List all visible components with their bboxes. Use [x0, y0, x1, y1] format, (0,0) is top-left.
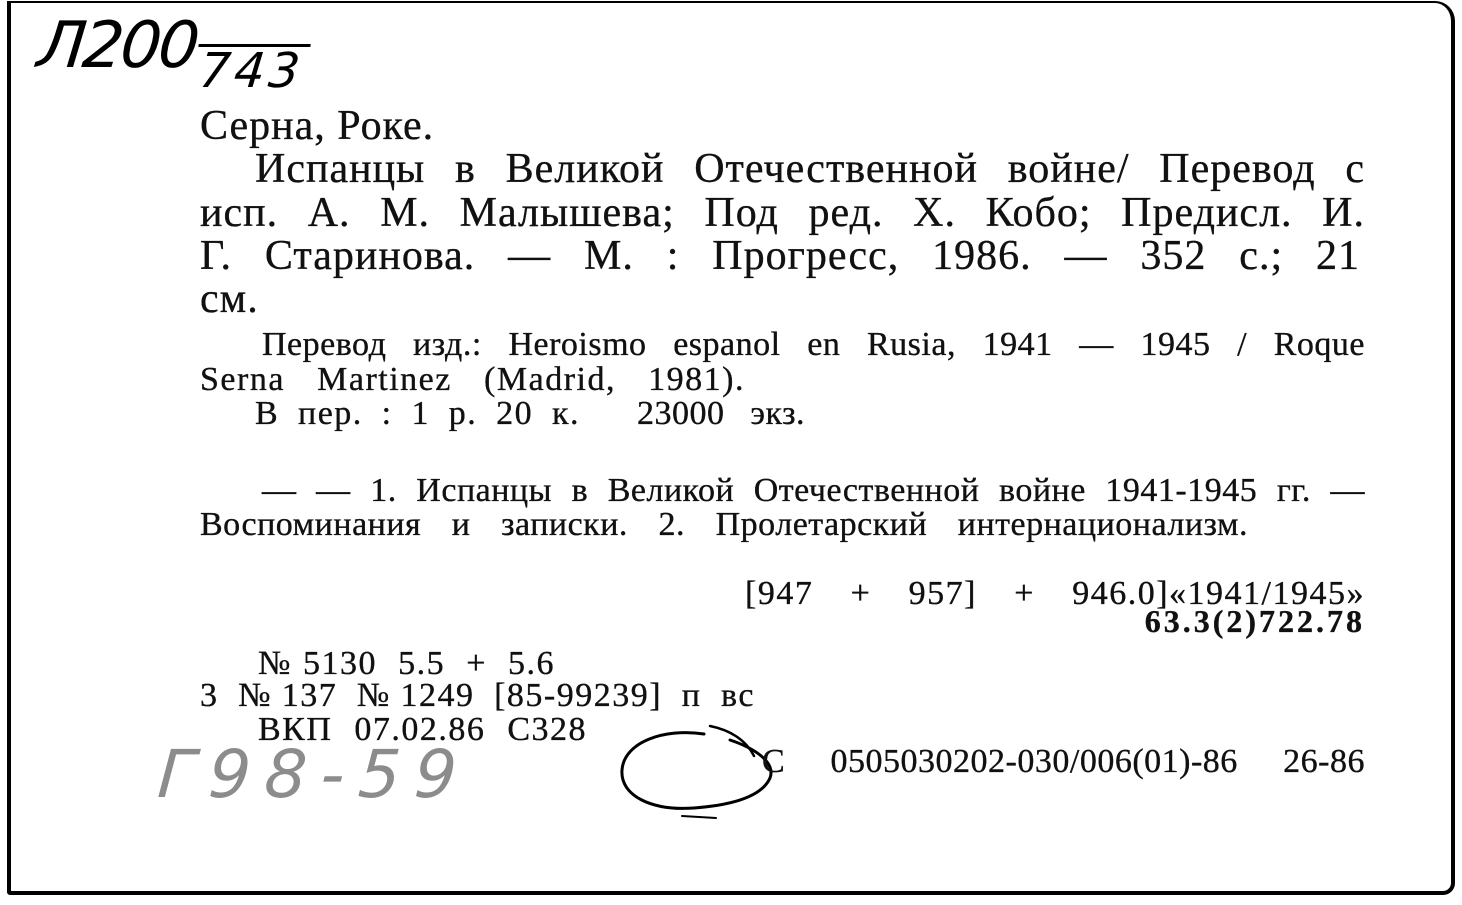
service-line-1: №5130 5.5 + 5.6: [258, 645, 555, 682]
author-heading: Серна, Роке.: [200, 103, 435, 149]
subject-line-1: — — 1. Испанцы в Великой Отечественной войне 1941-1945 гг. —: [262, 472, 1365, 509]
title-line-1: Испанцы в Великой Отечественной войне/ Перевод с: [255, 146, 1365, 192]
bbk-index: 63.3(2)722.78: [1144, 603, 1365, 639]
binding-price: В пер. : 1 р. 20 к.: [255, 395, 580, 432]
original-edition-line-1: Перевод изд.: Heroismo espanol en Rusia, 1941 — 1945 / Roque: [262, 326, 1365, 363]
title-line-2: исп. А. М. Малышева; Под ред. Х. Кобо; Предисл. И.: [200, 190, 1365, 236]
shelf-mark-number: 743: [193, 44, 310, 95]
print-run: 23000 экз.: [637, 395, 805, 432]
title-line-3: Г. Старинова. — М. : Прогресс, 1986. — 352 с.; 21: [200, 233, 1360, 279]
service-line-2: 3 №137 №1249 [85-99239] п вс: [200, 677, 755, 714]
oval-bottom-dash: [682, 816, 716, 818]
code-line: С 0505030202-030/006(01)-86 26-86: [762, 743, 1365, 780]
oval-loop-stroke: [622, 733, 771, 809]
shelf-mark-code: Л200: [34, 9, 201, 83]
subject-line-2: Воспоминания и записки. 2. Пролетарский интернационализм.: [200, 506, 1248, 543]
title-line-4: см.: [200, 276, 259, 322]
original-edition-line-2: Serna Martinez (Madrid, 1981).: [200, 361, 745, 398]
pencil-note: Г98-59: [155, 736, 474, 813]
udc-index: [947 + 957] + 946.0]«1941/1945»: [745, 575, 1365, 612]
service-line-3: ВКП 07.02.86 С328: [258, 711, 587, 748]
